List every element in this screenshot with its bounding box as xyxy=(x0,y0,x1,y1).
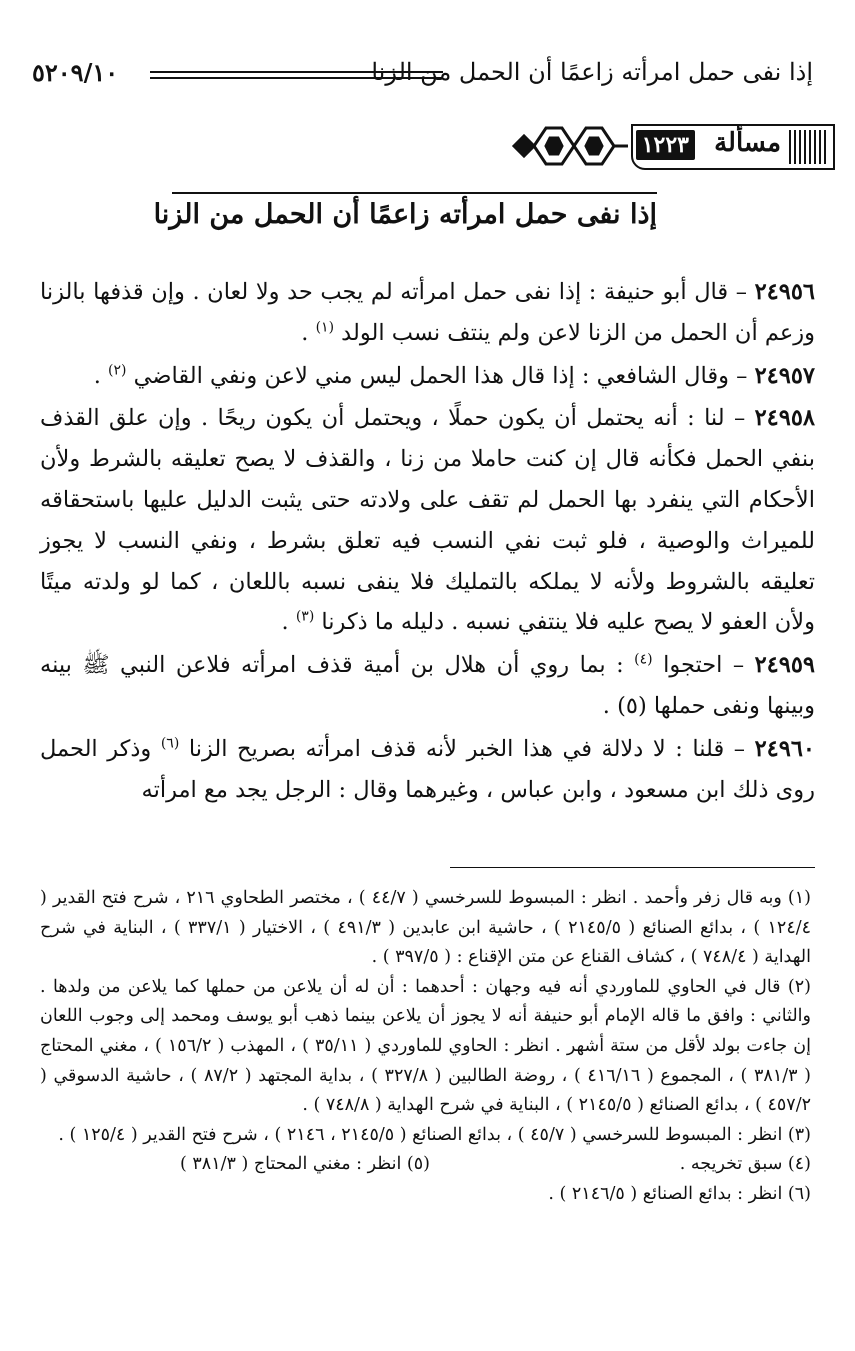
paragraph-end: . xyxy=(281,609,296,636)
paragraph-number: ٢٤٩٥٦ xyxy=(754,279,815,305)
paragraph-number: ٢٤٩٥٩ xyxy=(754,652,815,679)
footnote: (٥) انظر : مغني المحتاج ( ٣٨١/٣ ) xyxy=(180,1154,430,1175)
heading-overline xyxy=(172,192,657,194)
paragraph-text: – قلنا : لا دلالة في هذا الخبر لأنه قذف امرأته بصريح الزنا xyxy=(179,735,755,762)
paragraph-end: . xyxy=(93,362,109,389)
masala-number: ١٢٢٣ xyxy=(636,130,695,160)
footnote: (٤) سبق تخريجه . xyxy=(679,1154,811,1175)
footnote: (٦) انظر : بدائع الصنائع ( ٢١٤٦/٥ ) . xyxy=(548,1183,811,1204)
paragraph-number: ٢٤٩٥٧ xyxy=(754,362,815,389)
masala-label: مسألة xyxy=(714,128,781,158)
paragraph xyxy=(40,272,815,354)
footnote: (٢) قال في الحاوي للماوردي أنه فيه وجهان : أحدهما : أن له أن يلاعن من حملها كما يلاعن من ولدها . والثاني : وافق ما قاله الإمام أبو حنيفة أنه لا يجوز أن يلاعن بينما ذهب أبو يوسف ومحمد إلى وجوب اللعان إن جاءت بولد لأقل من ستة أشهر . انظر : الحاوي للماوردي ( ٣٥/١١ ) ، المهذب ( ١٥٦/٢ ) ، مغني المحتاج ( ٣٨١/٣ ) ، المجموع ( ٤١٦/١٦ ) ، روضة الطالبين ( ٣٢٧/٨ ) ، بداية المجتهد ( ٨٧/٢ ) ، حاشية الدسوقي ( ٤٥٧/٢ ) ، بدائع الصنائع ( ٢١٤٥/٥ ) ، البناية في شرح الهداية ( ٧٤٨/٨ ) . xyxy=(40,976,811,1116)
paragraph-text: – لنا : أنه يحتمل أن يكون حملًا ، ويحتمل أن يكون ريحًا . وإن علق القذف بنفي الحمل فكأنه قال إن كنت حاملا من زنا ، والقذف لا يصح تعليقه بالشرط ولأن الأحكام التي ينفرد بها الحمل لم تقف على ولادته حتى يثبت الدليل عليها باستحقاقه للميراث والوصية ، فلو ثبت نفي النسب فيه تعلق بشرط ، ونفي النسب لا يجوز تعليقه بالشروط ولأنه لا يملكه بالتمليك فلا ينفى نسبه باللعان ، كما لو ولدته ميتًا ولأن العفو لا يصح عليه فلا ينتفي نسبه . دليله ما ذكرنا xyxy=(40,405,815,636)
main-text xyxy=(40,272,815,812)
paragraph-number: ٢٤٩٦٠ xyxy=(754,735,816,762)
running-header-title: إذا نفى حمل امرأته زاعمًا أن الحمل من الزنا xyxy=(371,58,813,86)
footnote: (١) وبه قال زفر وأحمد . انظر : المبسوط للسرخسي ( ٤٤/٧ ) ، مختصر الطحاوي ٢١٦ ، شرح فتح القدير ( ١٢٤/٤ ) ، بدائع الصنائع ( ٢١٤٥/٥ ) ، حاشية ابن عابدين ( ٤٩١/٣ ) ، الاختيار ( ٣٣٧/١ ) ، البناية في شرح الهداية ( ٧٤٨/٤ ) ، كشاف القناع عن متن الإقناع : ( ٣٩٧/٥ ) . xyxy=(40,888,812,968)
paragraph-text: – قال أبو حنيفة : إذا نفى حمل امرأته لم يجب حد ولا لعان . وإن قذفها بالزنا وزعم أن الحمل من الزنا لاعن ولم ينتف نسب الولد xyxy=(40,279,815,346)
paragraph xyxy=(40,356,815,397)
footnote: (٣) انظر : المبسوط للسرخسي ( ٤٥/٧ ) ، بدائع الصنائع ( ٢١٤٥/٥ ، ٢١٤٦ ) ، شرح فتح القدير ( ١٢٥/٤ ) . xyxy=(58,1124,811,1145)
running-header xyxy=(32,58,813,92)
running-header-page-ref: ٥٢٠٩/١٠ xyxy=(32,58,119,87)
chapter-heading: إذا نفى حمل امرأته زاعمًا أن الحمل من الزنا xyxy=(153,199,657,230)
paragraph xyxy=(40,398,815,643)
footnote-ref: (٤) xyxy=(634,651,653,668)
paragraph-text: – احتجوا xyxy=(652,652,755,679)
banner-box xyxy=(631,124,835,170)
paragraph-end: . xyxy=(301,319,316,346)
paragraph-end: : بما روي أن هلال بن أمية قذف امرأته فلاعن النبي ﷺ بينه وبينها ونفى حملها (٥) . xyxy=(40,652,815,719)
footnote-ref: (٢) xyxy=(108,362,127,379)
masala-banner xyxy=(510,118,835,174)
ornament-icon xyxy=(510,120,630,172)
footnote-ref: (١) xyxy=(315,319,335,336)
running-header-rule xyxy=(150,71,443,79)
footnotes xyxy=(40,884,811,1210)
paragraph xyxy=(40,645,815,727)
footnote-ref: (٣) xyxy=(295,608,315,625)
paragraph-end: وذكر الحمل روى ذلك ابن مسعود ، وابن عباس ، وغيرهما وقال : الرجل يجد مع امرأته xyxy=(40,735,815,803)
paragraph xyxy=(40,729,815,811)
footnote-ref: (٦) xyxy=(160,735,180,752)
footnote-row xyxy=(40,1150,811,1180)
banner-hatching xyxy=(789,130,829,164)
paragraph-text: – وقال الشافعي : إذا قال هذا الحمل ليس مني لاعن ونفي القاضي xyxy=(126,362,755,389)
paragraph-number: ٢٤٩٥٨ xyxy=(754,405,815,432)
footnote-separator xyxy=(450,867,815,868)
